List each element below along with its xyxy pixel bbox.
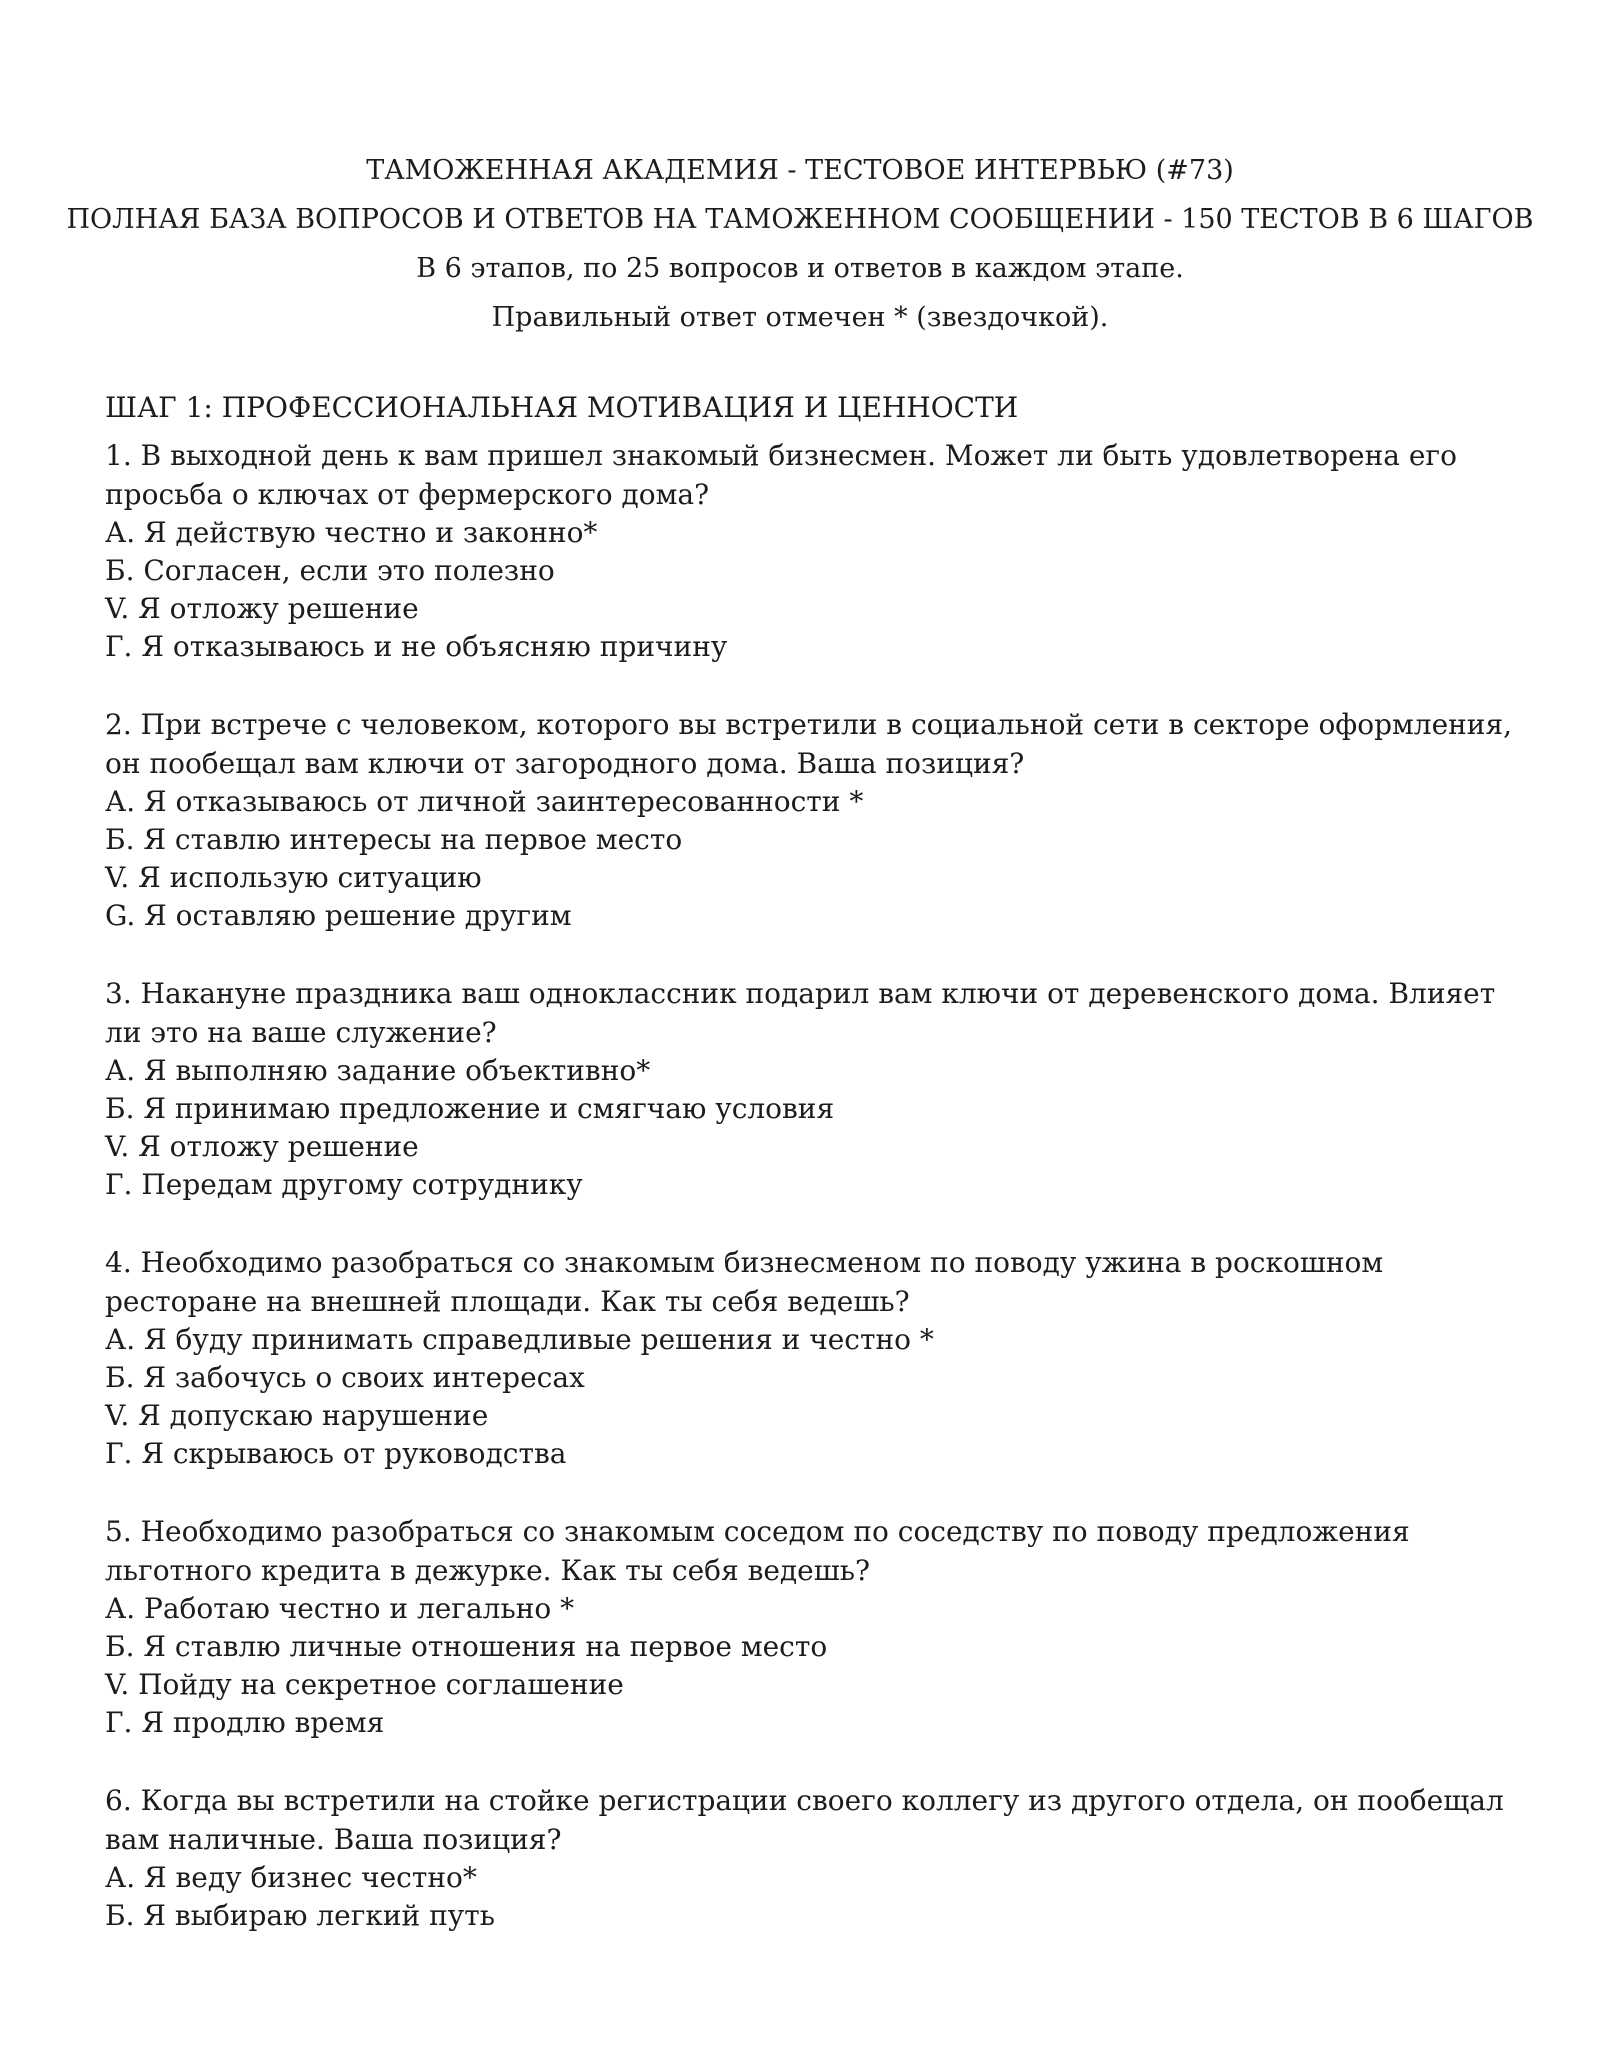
question-text: 6. Когда вы встретили на стойке регистрации своего коллегу из другого отдела, он пообещал вам наличные. Ваша позиция?: [105, 1784, 1504, 1856]
answer-option-a: А. Я буду принимать справедливые решения и честно *: [105, 1323, 934, 1356]
answer-option-v: V. Я отложу решение: [105, 592, 419, 625]
stages-description: В 6 этапов, по 25 вопросов и ответов в каждом этапе.: [416, 253, 1184, 284]
document-subtitle: ПОЛНАЯ БАЗА ВОПРОСОВ И ОТВЕТОВ НА ТАМОЖЕННОМ СООБЩЕНИИ - 150 ТЕСТОВ В 6 ШАГОВ: [66, 204, 1534, 235]
answer-option-v: V. Пойду на секретное соглашение: [105, 1668, 624, 1701]
answer-option-a: А. Я веду бизнес честно*: [105, 1861, 477, 1894]
answer-option-v: V. Я использую ситуацию: [105, 861, 482, 894]
answer-option-g: G. Я оставляю решение другим: [105, 899, 572, 932]
answer-option-g: Г. Я продлю время: [105, 1706, 385, 1739]
answer-option-a: А. Я отказываюсь от личной заинтересованности *: [105, 785, 864, 818]
answer-option-b: Б. Я забочусь о своих интересах: [105, 1361, 585, 1394]
document-title: ТАМОЖЕННАЯ АКАДЕМИЯ - ТЕСТОВОЕ ИНТЕРВЬЮ (#73): [366, 155, 1234, 186]
question-5: [105, 1512, 1525, 1742]
answer-option-a: А. Я действую честно и законно*: [105, 516, 598, 549]
answer-option-v: V. Я допускаю нарушение: [105, 1399, 489, 1432]
answer-option-a: А. Я выполняю задание объективно*: [105, 1054, 651, 1087]
question-4: [105, 1243, 1525, 1473]
answer-option-g: Г. Передам другому сотруднику: [105, 1168, 583, 1201]
question-1: [105, 436, 1525, 666]
answer-option-b: Б. Я ставлю интересы на первое место: [105, 823, 683, 856]
question-text: 5. Необходимо разобраться со знакомым соседом по соседству по поводу предложения льготного кредита в дежурке. Как ты себя ведешь?: [105, 1515, 1410, 1587]
answer-mark-note: Правильный ответ отмечен * (звездочкой).: [491, 302, 1109, 333]
answer-option-a: А. Работаю честно и легально *: [105, 1592, 575, 1625]
answer-option-b: Б. Я принимаю предложение и смягчаю условия: [105, 1092, 835, 1125]
answer-option-v: V. Я отложу решение: [105, 1130, 419, 1163]
question-text: 4. Необходимо разобраться со знакомым бизнесменом по поводу ужина в роскошном ресторане на внешней площади. Как ты себя ведешь?: [105, 1246, 1384, 1318]
question-3: [105, 974, 1525, 1204]
question-text: 2. При встрече с человеком, которого вы встретили в социальной сети в секторе оформления, он пообещал вам ключи от загородного дома. Ваша позиция?: [105, 708, 1513, 780]
document-body: [105, 388, 1525, 1974]
question-text: 1. В выходной день к вам пришел знакомый бизнесмен. Может ли быть удовлетворена его просьба о ключах от фермерского дома?: [105, 439, 1457, 511]
answer-option-b: Б. Я ставлю личные отношения на первое место: [105, 1630, 828, 1663]
question-6: [105, 1781, 1525, 1935]
question-text: 3. Накануне праздника ваш одноклассник подарил вам ключи от деревенского дома. Влияет ли это на ваше служение?: [105, 977, 1496, 1049]
step-title: ШАГ 1: ПРОФЕССИОНАЛЬНАЯ МОТИВАЦИЯ И ЦЕННОСТИ: [105, 391, 1019, 424]
answer-option-g: Г. Я скрываюсь от руководства: [105, 1437, 567, 1470]
answer-option-b: Б. Я выбираю легкий путь: [105, 1899, 495, 1932]
answer-option-g: Г. Я отказываюсь и не объясняю причину: [105, 630, 728, 663]
document-header: [0, 146, 1600, 342]
answer-option-b: Б. Согласен, если это полезно: [105, 554, 555, 587]
question-2: [105, 705, 1525, 935]
